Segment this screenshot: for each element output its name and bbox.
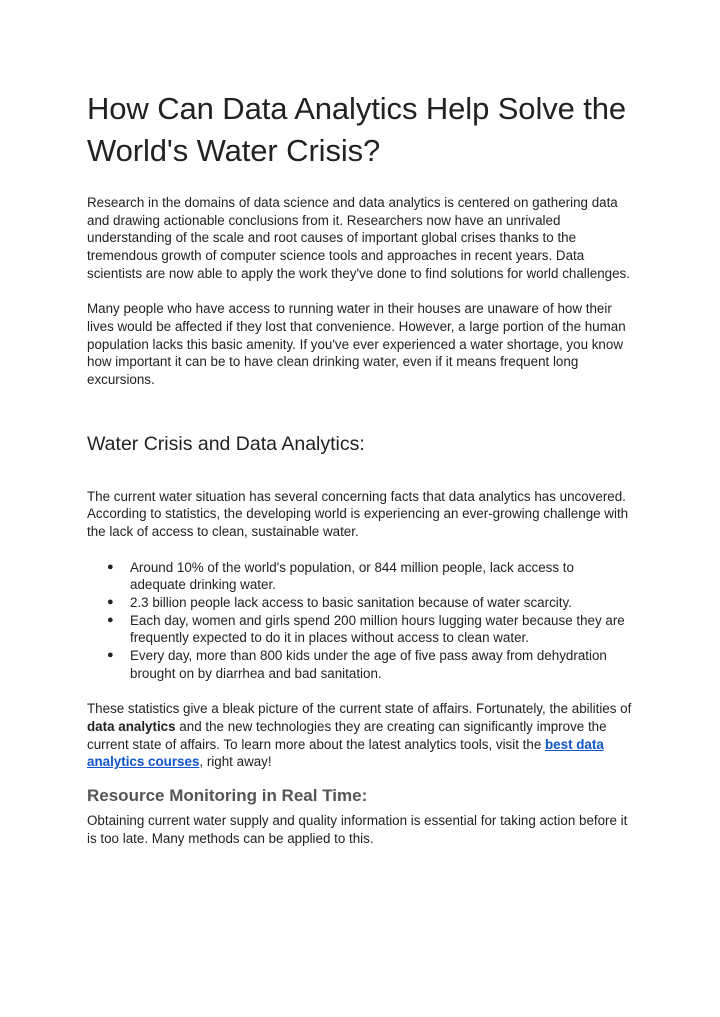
closing-text-2: and the new technologies they are creating can significantly improve the current state of affairs. To learn more about the latest analytics tools, visit the — [87, 718, 607, 752]
statistics-list — [87, 559, 632, 683]
list-item — [107, 612, 632, 647]
list-item — [107, 647, 632, 682]
list-item-text: Around 10% of the world's population, or 844 million people, lack access to adequate drinking water. — [130, 559, 574, 593]
statistics-closing-paragraph — [87, 700, 632, 771]
closing-text-1: These statistics give a bleak picture of the current state of affairs. Fortunately, the abilities of — [87, 701, 632, 717]
list-item-text: Every day, more than 800 kids under the age of five pass away from dehydration brought on by diarrhea and bad sanitation. — [130, 648, 607, 681]
bold-term-data-analytics: data analytics — [87, 718, 176, 734]
best-data-analytics-courses-link[interactable]: best data analytics courses — [87, 736, 604, 770]
bullet-icon: ● — [107, 613, 114, 626]
resource-monitoring-paragraph: Obtaining current water supply and quality information is essential for taking action before it is too late. Many methods can be applied to this. — [87, 812, 628, 846]
section-heading-water-crisis: Water Crisis and Data Analytics: — [87, 432, 365, 455]
bullet-icon: ● — [107, 560, 114, 573]
bullet-icon: ● — [107, 649, 114, 662]
list-item — [107, 559, 632, 594]
list-item-text: Each day, women and girls spend 200 million hours lugging water because they are frequently expected to do it in places without access to clean water. — [130, 612, 625, 646]
intro-paragraph-2: Many people who have access to running water in their houses are unaware of how their lives would be affected if they lost that convenience. However, a large portion of the human population lacks this basic amenity. If you've ever experienced a water shortage, you know how important it can be to have clean drinking water, even if it means frequent long excursions. — [87, 301, 626, 388]
water-crisis-paragraph: The current water situation has several concerning facts that data analytics has uncovered. According to statistics, the developing world is experiencing an ever-growing challenge with the lack of access to clean, sustainable water. — [87, 488, 629, 540]
list-item — [107, 594, 632, 612]
page-title: How Can Data Analytics Help Solve the World's Water Crisis? — [87, 91, 627, 168]
section-heading-resource-monitoring: Resource Monitoring in Real Time: — [87, 785, 368, 805]
bullet-icon: ● — [107, 595, 114, 608]
closing-text-3: , right away! — [199, 754, 272, 770]
list-item-text: 2.3 billion people lack access to basic sanitation because of water scarcity. — [130, 594, 572, 610]
intro-paragraph-1: Research in the domains of data science and data analytics is centered on gathering data and drawing actionable conclusions from it. Researchers now have an unrivaled understanding of the scale and root causes of important global crises thanks to the tremendous growth of computer science tools and approaches in recent years. Data scientists are now able to apply the work they've done to find solutions for world challenges. — [87, 195, 630, 281]
